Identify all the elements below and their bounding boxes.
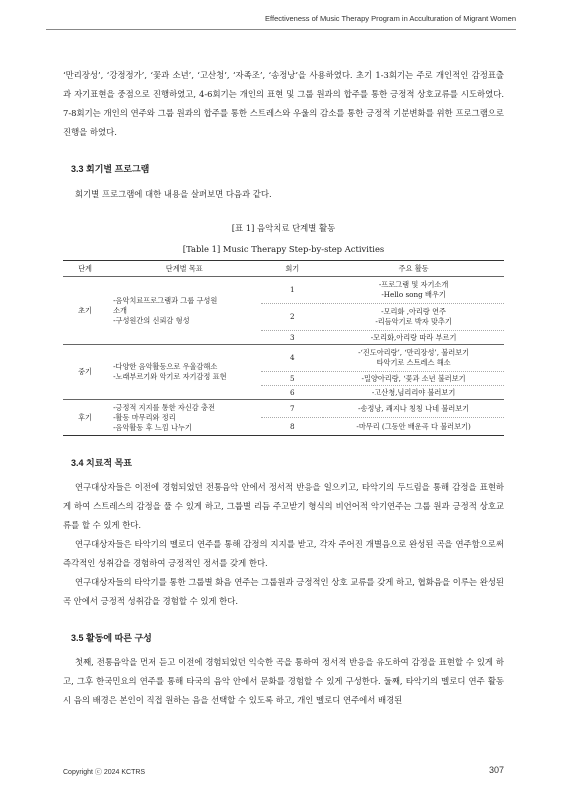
page-number: 307 (488, 765, 504, 775)
section-3-3-paragraph: 회기별 프로그램에 대한 내용을 살펴보면 다음과 같다. (75, 189, 272, 199)
session-cell: 3 (261, 331, 323, 345)
goal-cell: -다양한 음악활동으로 우울감해소 -노래부르기와 악기로 자기감정 표현 (107, 345, 261, 400)
footer-copyright: Copyright ⓒ 2024 KCTRS (63, 769, 146, 776)
stage-cell: 초기 (63, 277, 107, 345)
table-caption-korean: [표 1] 음악치료 단계별 활동 (231, 223, 336, 233)
activity-cell: -모리화 ,아리랑 연주 -리듬악기로 박자 맞추기 (323, 304, 504, 331)
table-row (63, 277, 504, 304)
session-cell: 6 (261, 386, 323, 400)
table-header-cell: 회기 (261, 261, 323, 277)
section-3-5-paragraph: 첫째, 전통음악을 먼저 듣고 이전에 경험되었던 익숙한 곡을 통하여 정서적 반응을 유도하여 감정을 표현할 수 있게 하고, 그후 한국민요의 연주를 통해 타국의 음악 안에서 문화를 경험할 수 있게 구성한다. 둘째, 타악기의 멜로디 연주 활동 시 음의 배경은 본인이 직접 원하는 음을 선택할 수 있도록 하고, 개인 멜로디 연주에서 배경된 (63, 657, 504, 705)
activity-cell: -프로그램 및 자기소개 -Hello song 배우기 (323, 277, 504, 304)
session-cell: 4 (261, 345, 323, 372)
table-caption-english: [Table 1] Music Therapy Step-by-step Activities (182, 244, 385, 254)
table-row (63, 345, 504, 372)
section-3-3-title: 3.3 회기별 프로그램 (71, 164, 150, 174)
session-cell: 2 (261, 304, 323, 331)
page-content (63, 66, 504, 710)
session-cell: 5 (261, 372, 323, 386)
stage-cell: 후기 (78, 412, 92, 422)
table-row (63, 400, 504, 418)
table-header-cell: 단계 (63, 261, 107, 277)
session-cell: 8 (290, 421, 295, 431)
activity-cell: -밀양아리랑, ‘꽃과 소년 불러보기 (323, 372, 504, 386)
activity-cell: -고산청,님리리야 불러보기 (323, 386, 504, 400)
activity-cell: -‘진도아리랑’, ‘만리장성’, 불러보기 타악기로 스트레스 해소 (323, 345, 504, 372)
activity-cell: -모리화,아리랑 따라 부르기 (323, 331, 504, 345)
section-3-5-title: 3.5 활동에 따른 구성 (71, 633, 152, 643)
section-3-4-paragraph: 연구대상자들의 타악기를 통한 그룹별 화음 연주는 그룹원과 긍정적인 상호 교류를 갖게 하고, 협화음을 이루는 완성된 곡 안에서 긍정적 성취감을 경험할 수 있게 한다. (63, 577, 504, 606)
activity-cell: -송정낭, 쾌지나 칭칭 나네 불러보기 (323, 400, 504, 418)
header-divider (46, 29, 516, 30)
stage-cell: 중기 (63, 345, 107, 400)
table-header-row (63, 261, 504, 277)
table-header-cell: 주요 활동 (323, 261, 504, 277)
activity-cell: -마무리 (그동안 배운곡 다 불러보기) (356, 421, 471, 431)
table-header-cell: 단계별 목표 (107, 261, 261, 277)
section-3-4-title: 3.4 치료적 목표 (71, 458, 132, 468)
session-cell: 1 (261, 277, 323, 304)
goal-cell: -긍정적 지지를 통한 자신감 충전 -활동 마무리와 정리 -음악활동 후 느낌 나누기 (113, 402, 215, 432)
session-cell: 7 (261, 400, 323, 418)
activities-table (63, 260, 504, 436)
intro-paragraph: ‘만리장성’, ‘강정정가’, ‘꽃과 소년’, ‘고산청’, ‘자족조’, ‘송정낭’을 사용하였다. 초기 1-3회기는 주로 개인적인 감정표출과 자기표현을 중점으로 진행하였고, 4-6회기는 개인의 표현 및 그룹 원과의 합주를 통한 긍정적 상호교류를 시도하였다. 7-8회기는 개인의 연주와 그룹 원과의 합주를 통한 스트레스와 우울의 감소를 통한 긍정적 기분변화를 위한 프로그램으로 진행을 하였다. (63, 70, 504, 137)
section-3-4-paragraph: 연구대상자들은 타악기의 멜로디 연주를 통해 감정의 지지를 받고, 각자 주어진 개별음으로 완성된 곡을 연주함으로써 즉각적인 성취감을 경험하여 긍정적인 정서를 갖게 한다. (63, 539, 504, 568)
running-header: Effectiveness of Music Therapy Program in Acculturation of Migrant Women (265, 14, 516, 23)
goal-cell: -음악치료프로그램과 그룹 구성원 소개 -구성원간의 신뢰감 형성 (107, 277, 261, 345)
section-3-4-paragraph: 연구대상자들은 이전에 경험되었던 전통음악 안에서 정서적 반응을 일으키고, 타악기의 두드림을 통해 감정을 표현하게 하여 스트레스의 감정을 풀 수 있게 하고, 그룹별 리듬 주고받기 형식의 비언어적 악기연주는 그룹 원과 긍정적 상호교류를 할 수 있게 한다. (63, 482, 504, 530)
